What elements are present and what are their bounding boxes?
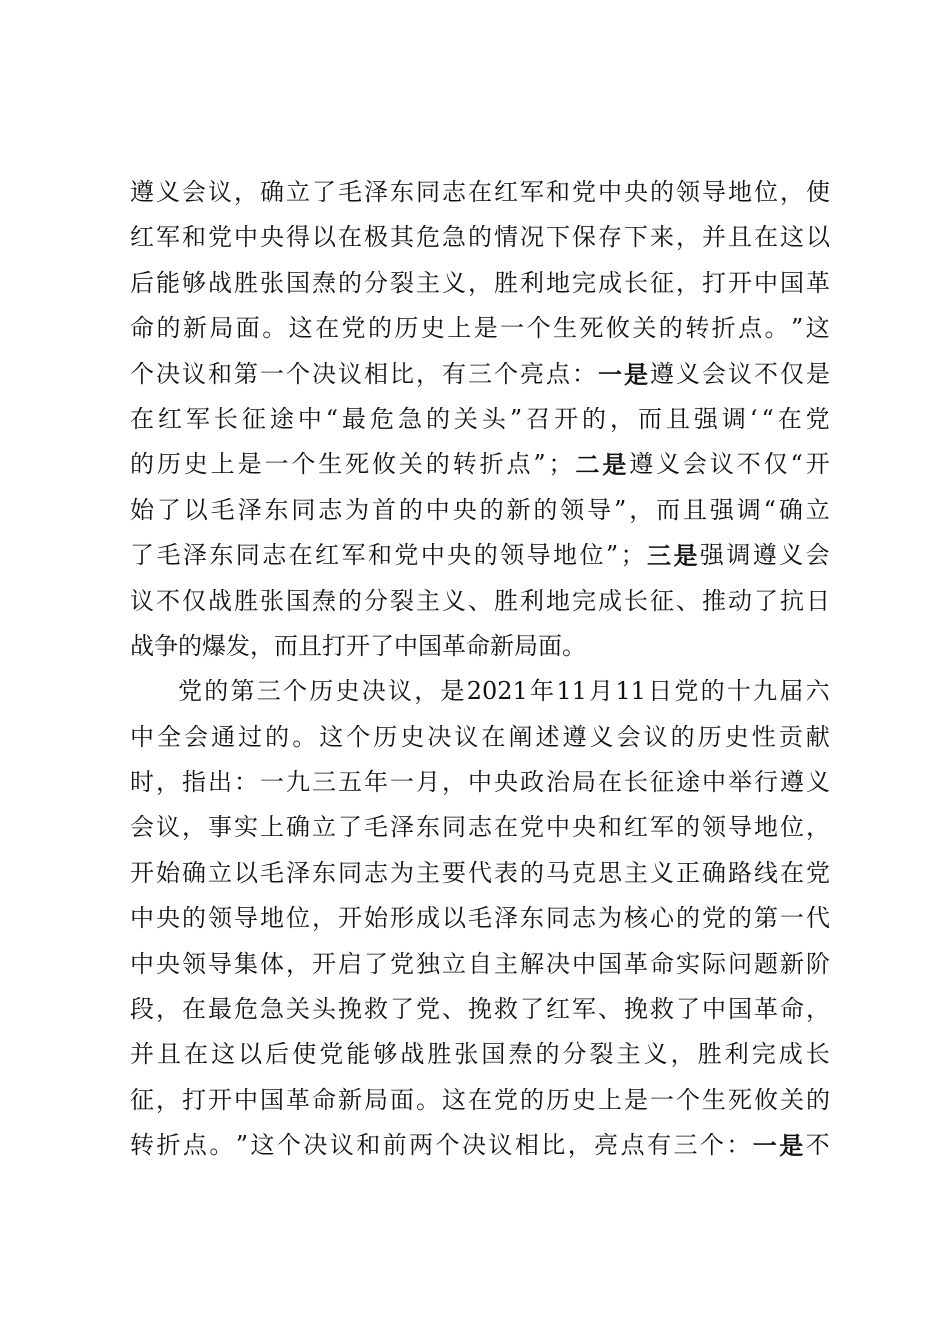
- text-line: 的 历 史 上 是 一 个 生 死 攸 关 的 转 折 点 ” ； 二 是 遵 义 会 议 不 仅 “ 开: [130, 450, 830, 480]
- text-line: 个 决 议 和 第 一 个 决 议 相 比 ， 有 三 个 亮 点 ： 一 是 遵 义 会 议 不 仅 是: [130, 359, 830, 389]
- text-line: 段 ， 在 最 危 急 关 头 挽 救 了 党 、 挽 救 了 红 军 、 挽 救 了 中 国 革 命 ，: [130, 995, 830, 1024]
- text-line: 始 了 以 毛 泽 东 同 志 为 首 的 中 央 的 新 的 领 导 ” ， 而 且 强 调 “ 确 立: [130, 495, 830, 524]
- text-line: 转 折 点 。 ” 这 个 决 议 和 前 两 个 决 议 相 比 ， 亮 点 有 三 个 ： 一 是 不: [130, 1131, 830, 1161]
- text-line: 征 ， 打 开 中 国 革 命 新 局 面 。 这 在 党 的 历 史 上 是 一 个 生 死 攸 关 的: [130, 1085, 830, 1114]
- text-line: 时 ， 指 出 ： 一 九 三 五 年 一 月 ， 中 央 政 治 局 在 长 征 途 中 举 行 遵 义: [130, 768, 830, 797]
- text-line: 党 的 第 三 个 历 史 决 议 ， 是 2021 年 11 月 11 日 党 的 十 九 届 六: [178, 677, 830, 706]
- text-line: 红 军 和 党 中 央 得 以 在 极 其 危 急 的 情 况 下 保 存 下 来 ， 并 且 在 这 以: [130, 223, 830, 252]
- text-line: 后 能 够 战 胜 张 国 焘 的 分 裂 主 义 ， 胜 利 地 完 成 长 征 ， 打 开 中 国 革: [130, 268, 830, 297]
- text-line: 在 红 军 长 征 途 中 “ 最 危 急 的 关 头 ” 召 开 的 ， 而 且 强 调 ‘ “ 在 党: [130, 404, 830, 433]
- text-line: 中 央 领 导 集 体 ， 开 启 了 党 独 立 自 主 解 决 中 国 革 命 实 际 问 题 新 阶: [130, 949, 830, 978]
- text-line: 命 的 新 局 面 。 这 在 党 的 历 史 上 是 一 个 生 死 攸 关 的 转 折 点 。 ” 这: [130, 314, 830, 343]
- text-line: 会 议 ， 事 实 上 确 立 了 毛 泽 东 同 志 在 党 中 央 和 红 军 的 领 导 地 位 ，: [130, 813, 830, 842]
- text-line: 开 始 确 立 以 毛 泽 东 同 志 为 主 要 代 表 的 马 克 思 主 义 正 确 路 线 在 党: [130, 858, 830, 887]
- text-line: 议 不 仅 战 胜 张 国 焘 的 分 裂 主 义 、 胜 利 地 完 成 长 征 、 推 动 了 抗 日: [130, 586, 830, 615]
- text-line: 遵 义 会 议 ， 确 立 了 毛 泽 东 同 志 在 红 军 和 党 中 央 的 领 导 地 位 ， 使: [130, 178, 830, 206]
- text-line: 了 毛 泽 东 同 志 在 红 军 和 党 中 央 的 领 导 地 位 ” ； 三 是 强 调 遵 义 会: [130, 541, 830, 571]
- text-line: 中 全 会 通 过 的 。 这 个 历 史 决 议 在 阐 述 遵 义 会 议 的 历 史 性 贡 献: [130, 722, 830, 751]
- text-line: 并 且 在 这 以 后 使 党 能 够 战 胜 张 国 焘 的 分 裂 主 义 ， 胜 利 完 成 长: [130, 1040, 830, 1069]
- text-line: 战 争 的 爆 发 ， 而 且 打 开 了 中 国 革 命 新 局 面 。: [130, 631, 586, 660]
- document-body-text: [130, 170, 830, 1169]
- text-line: 中 央 的 领 导 地 位 ， 开 始 形 成 以 毛 泽 东 同 志 为 核 心 的 党 的 第 一 代: [130, 904, 830, 933]
